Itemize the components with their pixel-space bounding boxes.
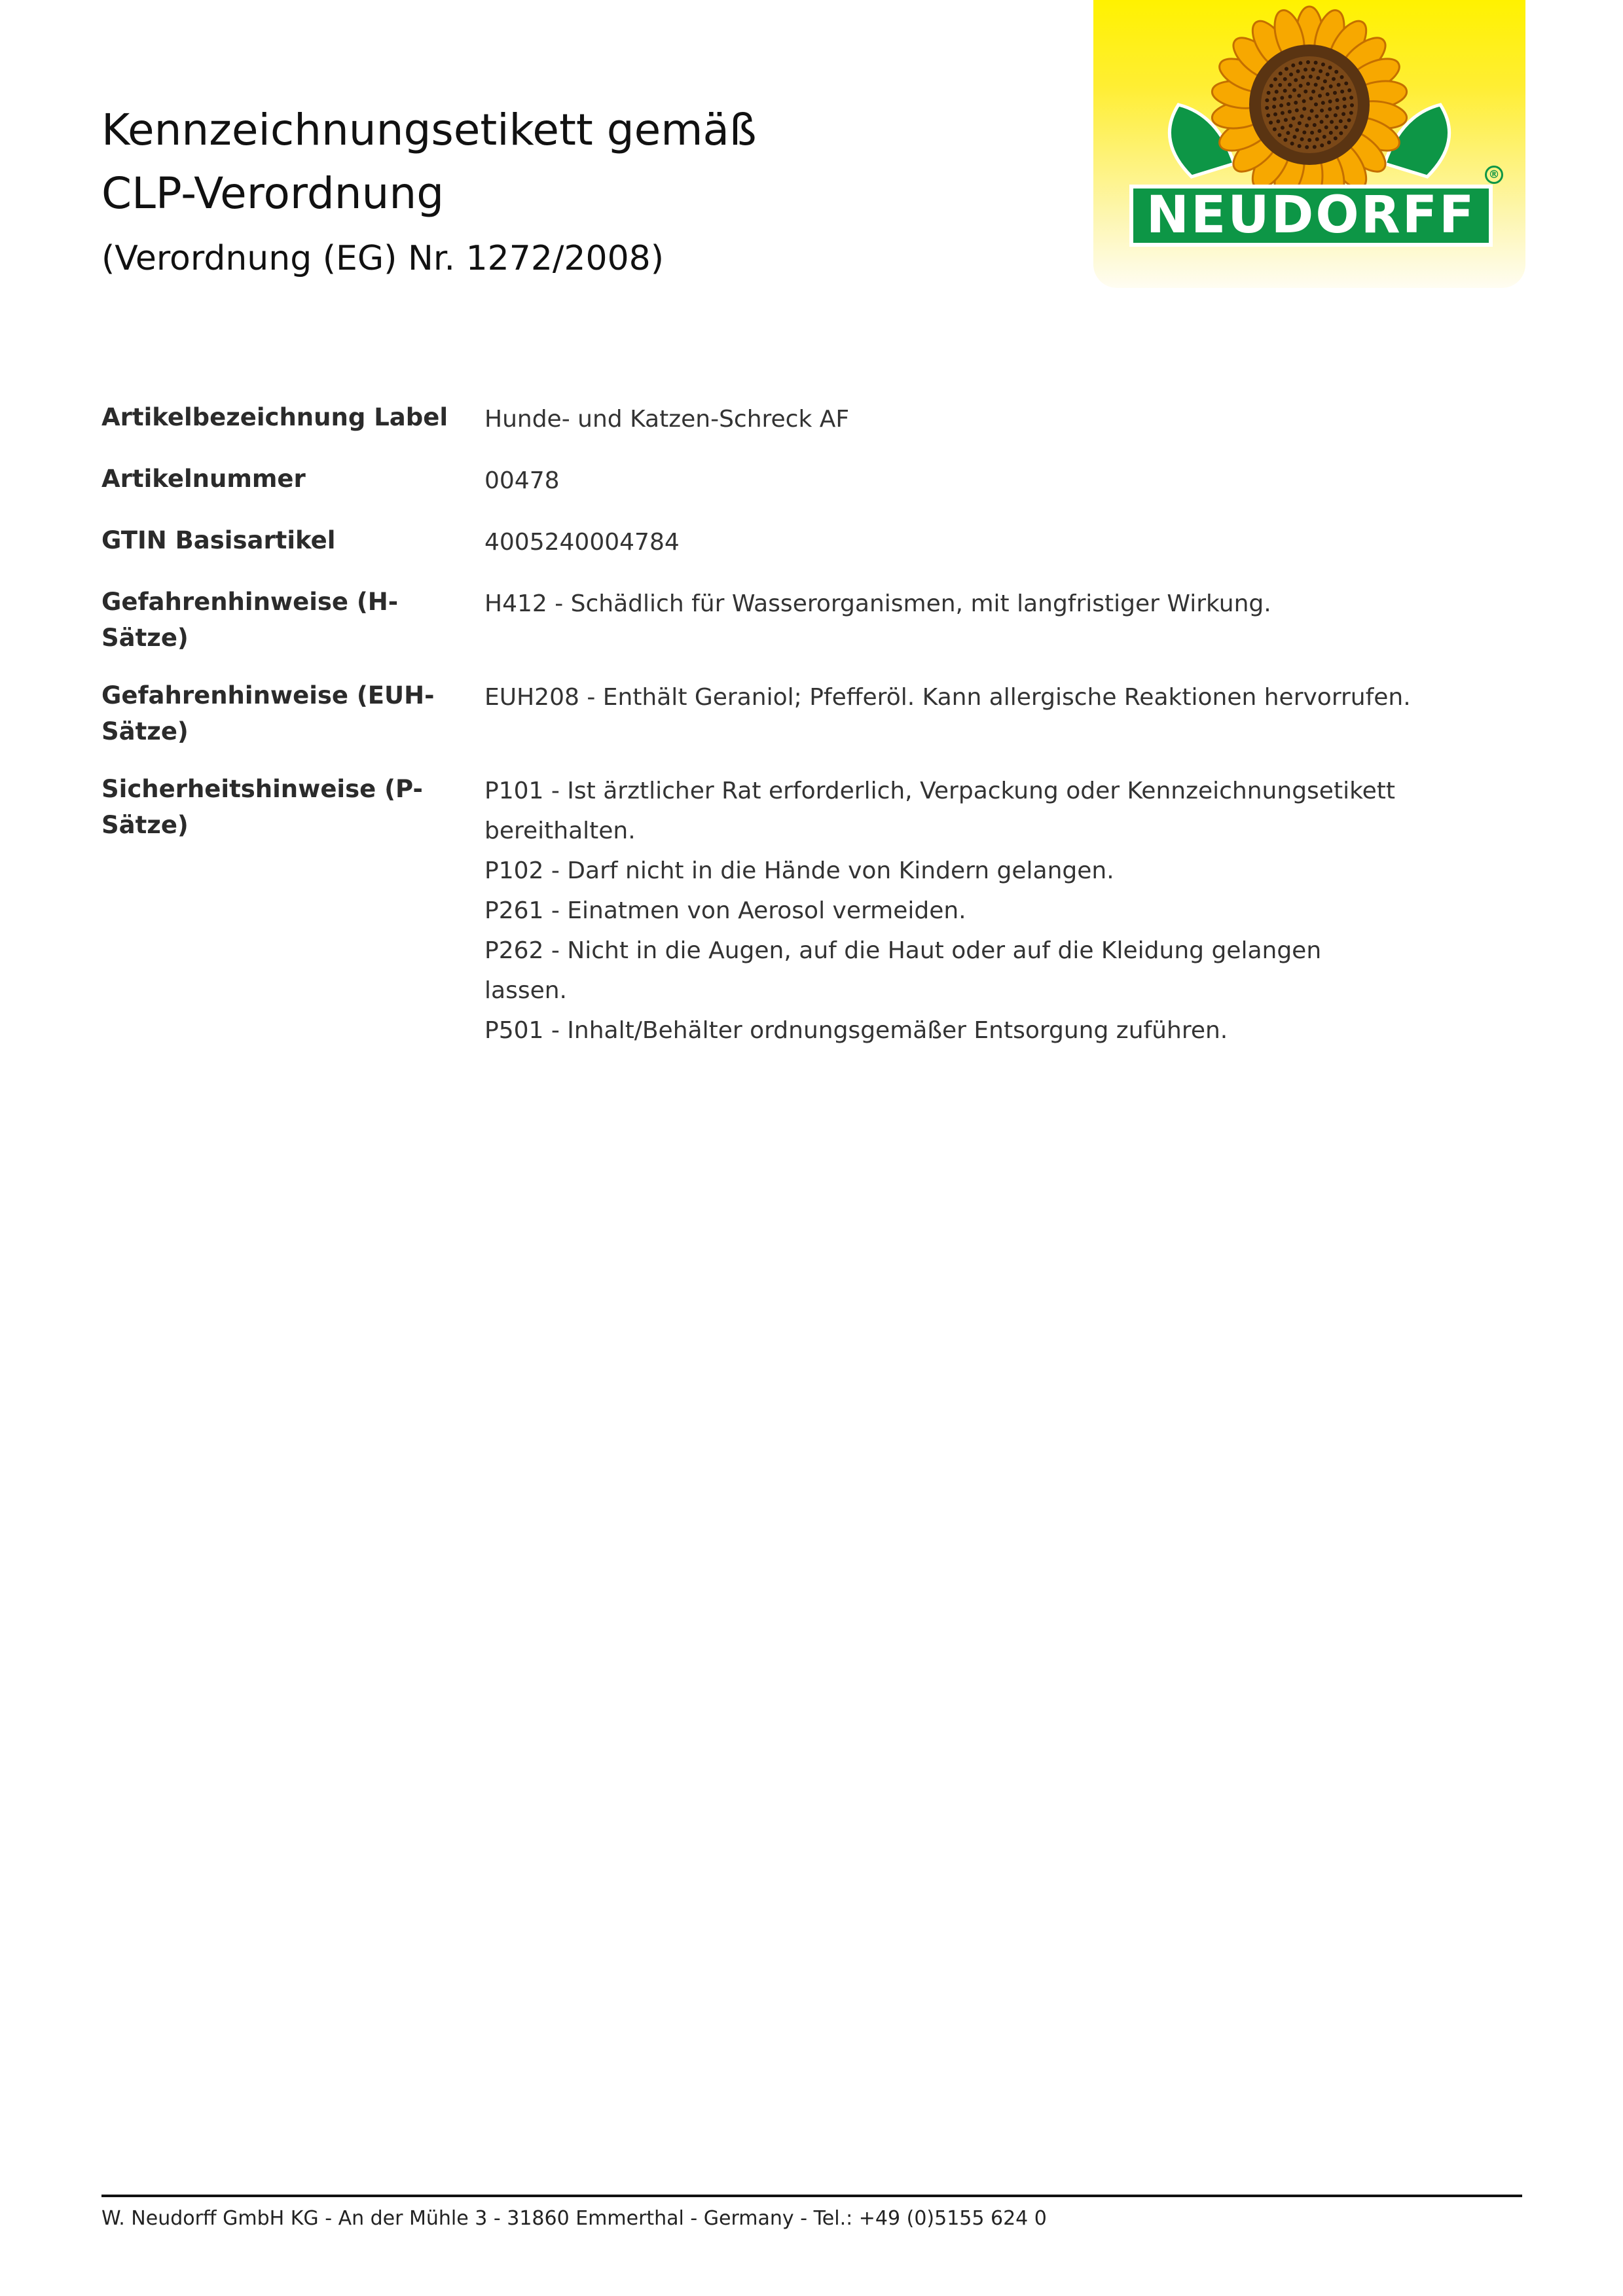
footer-divider [101,2195,1522,2197]
sunflower-seed [1340,90,1344,94]
sunflower-seed [1273,127,1277,131]
row-value: 4005240004784 [484,529,680,556]
page-title [101,98,757,225]
sunflower-seed [1319,69,1322,73]
row-value: 00478 [484,467,560,494]
sunflower-seed [1283,89,1287,93]
sunflower-seed [1277,133,1281,137]
sunflower-seed [1265,98,1269,102]
sunflower-seed [1327,141,1331,145]
sunflower-seed [1296,69,1300,73]
sunflower-seed [1315,115,1319,118]
sunflower-seed [1307,138,1311,142]
sunflower-seed [1349,111,1353,115]
sunflower-seed [1275,90,1279,94]
sunflower-seed [1334,70,1338,74]
sunflower-seed [1349,96,1353,99]
title-line-2: CLP-Verordnung [101,168,445,219]
sunflower-seed [1301,75,1305,79]
sunflower-seed [1342,97,1346,101]
sunflower-seed [1341,112,1345,116]
sunflower-seed [1316,76,1320,80]
sunflower-seed [1326,73,1330,77]
sunflower-seed [1292,117,1296,120]
row-value: H412 - Schädlich für Wasserorganismen, mit langfristiger Wirkung. [484,590,1271,617]
sunflower-seed [1283,138,1287,142]
sunflower-seed [1273,113,1277,117]
sunflower-seed [1266,113,1270,117]
sunflower-seed [1322,135,1326,139]
row-value: EUH208 - Enthält Geraniol; Pfefferöl. Kann allergische Reaktionen hervorrufen. [484,684,1411,711]
sunflower-seed [1302,130,1306,134]
row-label: Gefahrenhinweise (H-Sätze) [101,588,399,652]
sunflower-seed [1292,135,1296,139]
sunflower-seed [1317,129,1321,133]
sunflower-seed [1330,120,1334,124]
sunflower-seed [1295,128,1299,132]
sunflower-seed [1284,118,1288,122]
sunflower-seed [1295,109,1299,113]
info-row-h-statements [101,584,1411,656]
sunflower-seed [1300,115,1304,118]
sunflower-seed [1306,60,1310,64]
neudorff-logo [1093,0,1525,288]
sunflower-seed [1343,105,1347,109]
p-statement: P101 - Ist ärztlicher Rat erforderlich, Verpackung oder Kennzeichnungsetikett bereithalten. [484,778,1396,844]
page-subtitle: (Verordnung (EG) Nr. 1272/2008) [101,239,665,278]
sunflower-seed [1328,107,1332,111]
sunflower-seed [1333,91,1337,95]
sunflower-seed [1310,109,1314,113]
row-label: GTIN Basisartikel [101,526,336,554]
sunflower-seed [1298,61,1302,65]
sunflower-seed [1286,131,1290,135]
sunflower-seed [1344,81,1348,85]
sunflower-seed [1294,78,1298,82]
sunflower-seed [1279,71,1283,75]
sunflower-seed [1323,79,1327,83]
sunflower-seed [1278,83,1282,87]
sunflower-seed [1285,67,1288,71]
sunflower-seed [1309,75,1313,79]
sunflower-seed [1313,145,1317,149]
p-statement: P262 - Nicht in die Augen, auf die Haut oder auf die Kleidung gelangen lassen. [484,937,1322,1004]
sunflower-seed [1318,94,1322,98]
sunflower-seed [1320,120,1324,124]
info-row-euh-statements [101,677,1411,749]
p-statement: P261 - Einatmen von Aerosol vermeiden. [484,897,966,924]
info-row-article-number [101,461,1411,501]
sunflower-seed [1340,75,1344,79]
sunflower-seed [1332,77,1336,81]
sunflower-seed [1272,105,1276,109]
info-row-p-statements [101,771,1411,1050]
sunflower-seed [1321,62,1325,66]
sunflower-seed [1269,120,1273,124]
sunflower-seed [1307,117,1311,120]
row-value [484,771,1411,1050]
sunflower-seed [1265,106,1269,110]
sunflower-seed [1311,67,1315,71]
sunflower-seed [1302,107,1306,111]
sunflower-seed [1321,101,1325,105]
sunflower-seed [1305,124,1309,128]
title-line-1: Kennzeichnungsetikett gemäß [101,105,757,155]
sunflower-seed [1283,77,1287,81]
sunflower-seed [1299,84,1303,88]
sunflower-seed [1326,92,1330,96]
sunflower-seed [1334,113,1338,117]
sunflower-seed [1305,145,1309,149]
sunflower-seed [1336,106,1340,110]
sunflower-seed [1276,119,1280,123]
sunflower-seed [1288,82,1292,86]
sunflower-seed [1314,82,1318,86]
sunflower-seed [1329,84,1333,88]
sunflower-seed [1292,88,1296,92]
sunflower-seed [1334,136,1338,140]
sunflower-seed [1298,121,1302,125]
sunflower-seed [1288,110,1292,114]
p-statement: P102 - Darf nicht in die Hände von Kindern gelangen. [484,857,1114,884]
row-label: Gefahrenhinweise (EUH-Sätze) [101,681,435,745]
sunflower-logo-icon [1093,0,1525,196]
sunflower-seed [1280,96,1284,99]
sunflower-seed [1311,90,1315,94]
sunflower-seed [1324,125,1328,129]
sunflower-seed [1325,115,1329,118]
info-row-article-name [101,399,1411,439]
sunflower-seed [1334,126,1338,130]
sunflower-seed [1314,61,1318,65]
sunflower-seed [1297,94,1301,98]
sunflower-seed [1286,102,1290,106]
sunflower-seed [1288,95,1292,99]
sunflower-seed [1343,125,1347,129]
sunflower-seed [1302,99,1306,103]
sunflower-seed [1273,77,1277,81]
row-label: Artikelnummer [101,465,306,493]
label-info-table [101,399,1411,1072]
sunflower-seed [1310,131,1314,135]
sunflower-seed [1269,84,1273,88]
sunflower-seed [1313,123,1317,127]
sunflower-seed [1304,90,1307,94]
sunflower-seed [1321,86,1324,90]
sunflower-seed [1320,143,1324,147]
sunflower-seed [1328,99,1332,103]
registered-mark: ® [1485,166,1503,184]
info-row-gtin [101,522,1411,562]
brand-wordmark: NEUDORFF [1129,185,1493,247]
sunflower-seed [1339,119,1343,123]
sunflower-seed [1329,131,1333,135]
sunflower-seed [1309,96,1313,100]
sunflower-seed [1279,103,1283,107]
sunflower-seed [1304,67,1307,71]
sunflower-seed [1314,102,1318,106]
sunflower-seed [1328,65,1332,69]
sunflower-seed [1294,101,1298,105]
sunflower-seed [1291,63,1295,67]
sunflower-seed [1298,144,1302,148]
row-label: Artikelbezeichnung Label [101,403,448,431]
sunflower-seed [1347,88,1351,92]
sunflower-seed [1320,109,1324,113]
sunflower-seed [1335,98,1339,102]
sunflower-seed [1350,103,1354,107]
sunflower-seed [1337,83,1341,87]
sunflower-seed [1290,141,1294,145]
sunflower-seed [1289,73,1293,77]
sunflower-seed [1281,111,1285,115]
sunflower-seed [1281,126,1285,130]
sunflower-seed [1300,137,1304,141]
sunflower-seed [1347,118,1351,122]
sunflower-seed [1339,131,1343,135]
sunflower-seed [1288,124,1292,128]
row-value: Hunde- und Katzen-Schreck AF [484,406,850,433]
p-statement: P501 - Inhalt/Behälter ordnungsgemäßer Entsorgung zuführen. [484,1017,1228,1044]
p-statement-list [484,771,1411,1050]
row-label: Sicherheitshinweise (P-Sätze) [101,775,423,839]
footer-address: W. Neudorff GmbH KG - An der Mühle 3 - 31860 Emmerthal - Germany - Tel.: +49 (0)5155 624 0 [101,2207,1047,2230]
sunflower-seed [1267,91,1271,95]
sunflower-seed [1273,97,1277,101]
sunflower-seed [1306,82,1310,86]
sunflower-seed [1315,137,1319,141]
